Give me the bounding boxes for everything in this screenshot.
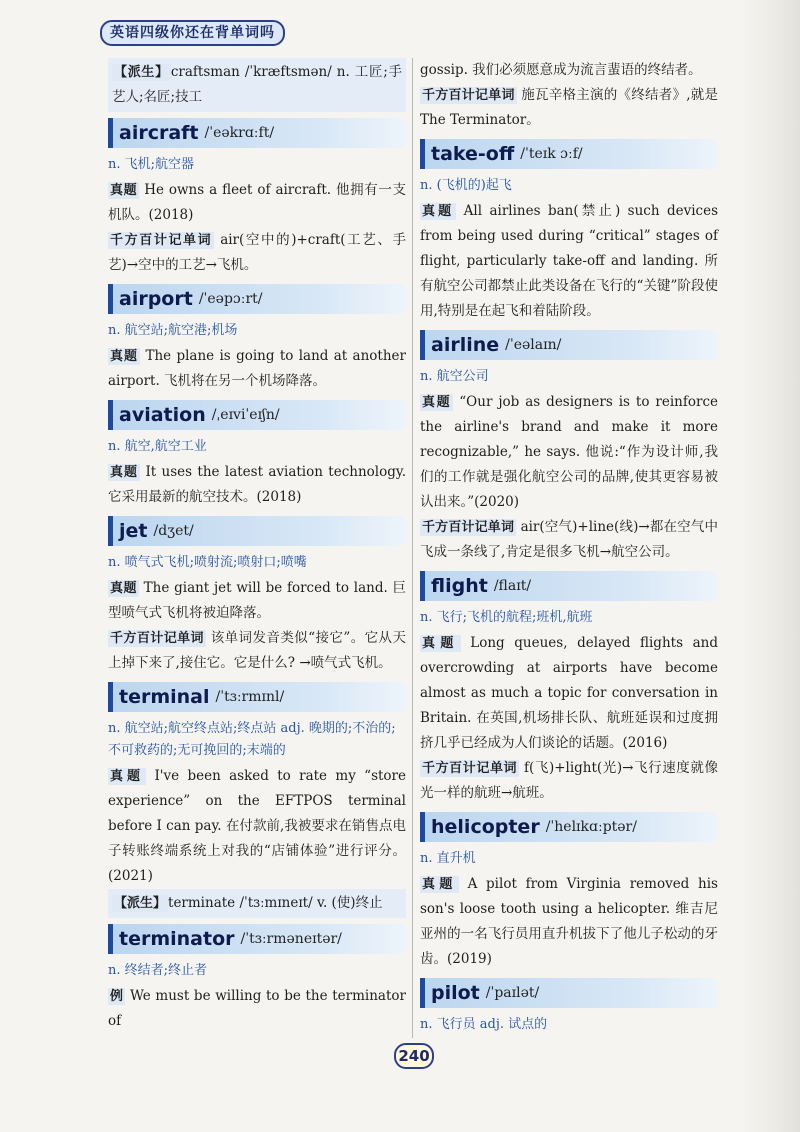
headword-bar xyxy=(420,330,718,360)
memo-text: 该单词发音类似“接它”。它从天上掉下来了,接住它。它是什么? →喷气式飞机。 xyxy=(108,630,406,671)
derivative-label: 【派生】 xyxy=(114,896,167,911)
entry-flight xyxy=(420,571,718,806)
memo xyxy=(420,756,718,806)
headword-bar xyxy=(108,682,406,712)
phonetic: /ˌeɪviˈeɪʃn/ xyxy=(211,407,280,423)
definition: n. 喷气式飞机;喷射流;喷射口;喷嘴 xyxy=(108,555,307,570)
headword: terminal xyxy=(119,686,210,708)
headword: take-off xyxy=(431,143,515,165)
example-text: All airlines ban(禁止) such devices from being used during “critical” stages of flight, particularly take-off and landing. 所有航空公司都禁止此类设备在飞行的“关键”阶段使用,特别是在起飞和着陆阶段。 xyxy=(420,203,718,319)
headword-bar xyxy=(420,812,718,842)
example-text: It uses the latest aviation technology. 它采用最新的航空技术。(2018) xyxy=(108,464,406,505)
example-label: 真题 xyxy=(422,204,455,219)
headword-bar xyxy=(108,118,406,148)
example xyxy=(108,178,406,228)
definition: n. 直升机 xyxy=(420,851,476,866)
entry-aircraft xyxy=(108,118,406,278)
example-text: The giant jet will be forced to land. 巨型喷气式飞机将被迫降落。 xyxy=(108,580,406,621)
memo xyxy=(108,228,406,278)
phonetic: /ˈtɜːrməneɪtər/ xyxy=(240,931,342,947)
continued-example: gossip. 我们必须愿意成为流言蜚语的终结者。 xyxy=(420,62,702,78)
example-text: We must be willing to be the terminator of xyxy=(108,988,406,1029)
headword-bar xyxy=(420,571,718,601)
example-label: 真题 xyxy=(422,636,459,651)
memo-label: 千方百计记单词 xyxy=(110,631,204,646)
headword-bar xyxy=(108,516,406,546)
memo xyxy=(108,626,406,676)
example-text: A pilot from Virginia removed his son's loose tooth using a helicopter. 维吉尼亚州的一名飞行员用直升机拔下了他儿子松动的牙齿。(2019) xyxy=(420,876,718,967)
memo-text: 施瓦辛格主演的《终结者》,就是 The Terminator。 xyxy=(420,87,718,128)
example-text: Long queues, delayed flights and overcrowding at airports have become almost as much a topic for conversation in Britain. 在英国,机场排长队、航班延误和过度拥挤几乎已经成为人们谈论的话题。(2016) xyxy=(420,635,718,751)
derivative-craftsman xyxy=(108,58,406,112)
example xyxy=(420,631,718,756)
headword: jet xyxy=(119,520,148,542)
right-column xyxy=(420,58,718,1041)
example-label: 真题 xyxy=(110,183,138,198)
headword: airport xyxy=(119,288,193,310)
example xyxy=(108,460,406,510)
headword-bar xyxy=(420,139,718,169)
page-edge-shadow xyxy=(740,0,800,1132)
entry-aviation xyxy=(108,400,406,510)
definition: n. 飞机;航空器 xyxy=(108,157,195,172)
entry-pilot xyxy=(420,978,718,1036)
phonetic: /ˈeəpɔːrt/ xyxy=(198,291,263,307)
example xyxy=(108,984,406,1034)
definition: n. 航空站;航空港;机场 xyxy=(108,323,238,338)
left-column xyxy=(108,58,406,1039)
entry-terminator xyxy=(108,924,406,1034)
memo-text: f(飞)+light(光)→飞行速度就像光一样的航班→航班。 xyxy=(420,760,718,801)
headword: airline xyxy=(431,334,500,356)
headword-bar xyxy=(108,924,406,954)
headword: aviation xyxy=(119,404,206,426)
entry-jet xyxy=(108,516,406,676)
example-text: “Our job as designers is to reinforce the airline's brand and make it more recognizable,” he says. 他说:“作为设计师,我们的工作就是强化航空公司的品牌,使其更容易被认出来。”(2020) xyxy=(420,394,718,510)
headword: helicopter xyxy=(431,816,540,838)
definition: n. 飞行;飞机的航程;班机,航班 xyxy=(420,610,593,625)
phonetic: /flaɪt/ xyxy=(493,578,532,594)
phonetic: /ˈeəlaɪn/ xyxy=(505,337,562,353)
example-text: I've been asked to rate my “store experience” on the EFTPOS terminal before I can pay. 在付款前,我被要求在销售点电子转账终端系统上对我的“店铺体验”进行评分。(2021) xyxy=(108,768,406,884)
derivative-text: terminate /ˈtɜːmɪneɪt/ v. (使)终止 xyxy=(168,895,383,911)
phonetic: /ˈeəkrɑːft/ xyxy=(204,125,275,141)
phonetic: /ˈpaɪlət/ xyxy=(485,985,540,1001)
headword: pilot xyxy=(431,982,480,1004)
example xyxy=(420,390,718,515)
headword-bar xyxy=(108,400,406,430)
example xyxy=(108,764,406,889)
example-label: 真题 xyxy=(110,349,139,364)
entry-airline xyxy=(420,330,718,565)
example xyxy=(420,199,718,324)
example-text: The plane is going to land at another airport. 飞机将在另一个机场降落。 xyxy=(108,348,406,389)
headword-bar xyxy=(420,978,718,1008)
memo xyxy=(420,83,718,133)
headword-bar xyxy=(108,284,406,314)
example-label: 真题 xyxy=(110,769,145,784)
book-title-tab: 英语四级你还在背单词吗 xyxy=(100,20,285,46)
example xyxy=(108,576,406,626)
definition: n. 航空公司 xyxy=(420,369,489,384)
entry-helicopter xyxy=(420,812,718,972)
memo-label: 千方百计记单词 xyxy=(422,520,515,535)
page-number: 240 xyxy=(394,1043,434,1069)
headword: aircraft xyxy=(119,122,199,144)
example xyxy=(108,344,406,394)
derivative xyxy=(108,889,406,918)
headword: terminator xyxy=(119,928,235,950)
definition: n. 航空站;航空终点站;终点站 adj. 晚期的;不治的;不可救药的;无可挽回的;末端的 xyxy=(108,721,396,758)
phonetic: /dʒet/ xyxy=(153,523,194,539)
example-label: 真题 xyxy=(422,395,452,410)
memo-text: air(空气)+line(线)→都在空气中飞成一条线了,肯定是很多飞机→航空公司。 xyxy=(420,519,718,560)
example-label: 真题 xyxy=(110,465,139,480)
phonetic: /ˈtɜːrmɪnl/ xyxy=(215,689,285,705)
example xyxy=(420,872,718,972)
entry-take-off xyxy=(420,139,718,324)
entry-terminal xyxy=(108,682,406,918)
example-text: He owns a fleet of aircraft. 他拥有一支机队。(2018) xyxy=(108,182,406,223)
entry-airport xyxy=(108,284,406,394)
memo-label: 千方百计记单词 xyxy=(422,88,515,103)
example-label: 例 xyxy=(110,989,124,1004)
phonetic: /ˈteɪk ɔːf/ xyxy=(520,146,583,162)
definition: n. 终结者;终止者 xyxy=(108,963,208,978)
derivative-label: 【派生】 xyxy=(114,65,169,80)
example-label: 真题 xyxy=(110,581,137,596)
memo-label: 千方百计记单词 xyxy=(422,761,518,776)
column-divider xyxy=(412,58,413,1038)
example-label: 真题 xyxy=(422,877,457,892)
memo xyxy=(420,515,718,565)
memo-label: 千方百计记单词 xyxy=(110,233,213,248)
definition: n. 航空,航空工业 xyxy=(108,439,207,454)
definition: n. (飞机的)起飞 xyxy=(420,178,512,193)
memo-text: air(空中的)+craft(工艺、手艺)→空中的工艺→飞机。 xyxy=(108,232,406,273)
headword: flight xyxy=(431,575,488,597)
derivative-text: craftsman /ˈkræftsmən/ n. 工匠;手艺人;名匠;技工 xyxy=(112,64,402,105)
definition: n. 飞行员 adj. 试点的 xyxy=(420,1017,548,1032)
phonetic: /ˈhelɪkɑːptər/ xyxy=(545,819,637,835)
